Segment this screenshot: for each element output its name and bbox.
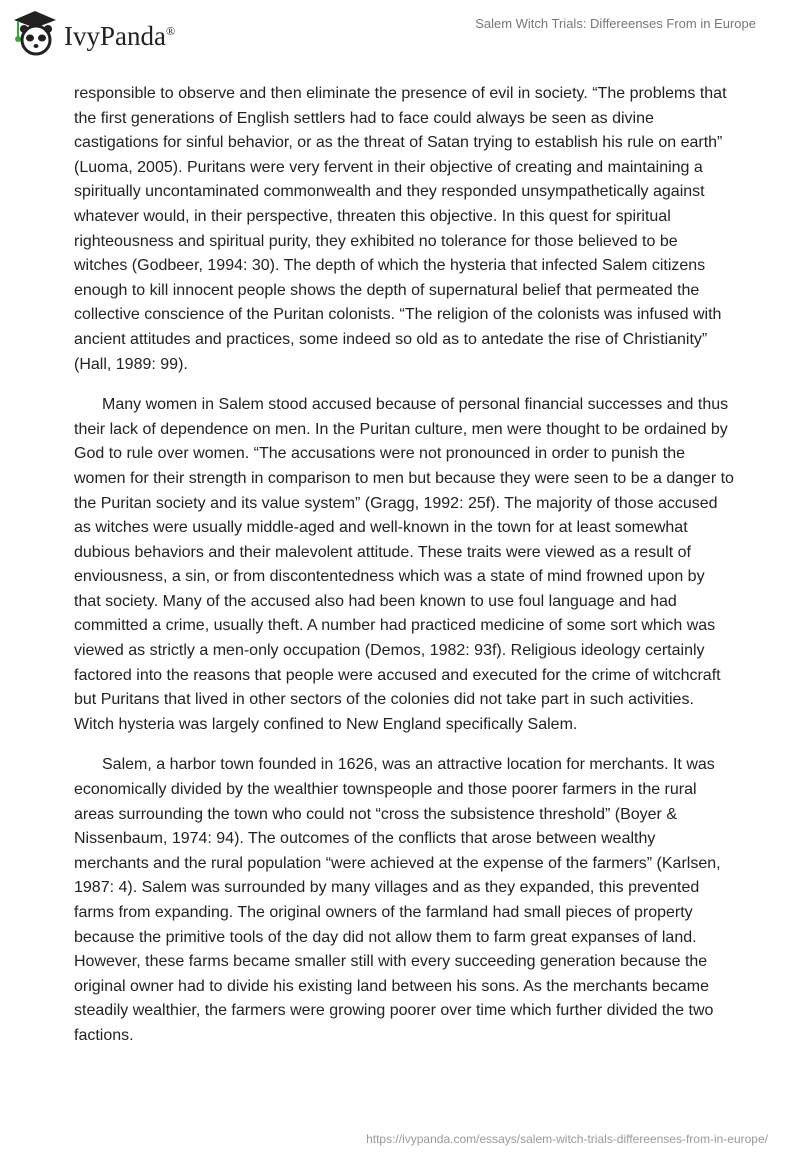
paragraph: responsible to observe and then eliminate the presence of evil in society. “The problems that the first generations of English settlers had to face could always be seen as divine castigations for sinful behavior, or as the threat of Satan trying to establish his rule on earth” (Luoma, 2005). Puritans were very fervent in their objective of creating and maintaining a spiritually uncontaminated commonwealth and they responded unsympathetically against whatever would, in their perspective, threaten this objective. In this quest for spiritual righteousness and spiritual purity, they exhibited no tolerance for those believed to be witches (Godbeer, 1994: 30). The depth of which the hysteria that infected Salem citizens enough to kill innocent people shows the depth of supernatural belief that permeated the collective conscience of the Puritan colonists. “The religion of the colonists was infused with ancient attitudes and practices, some indeed so old as to antedate the rise of Christianity” (Hall, 1989: 99). <box>74 85 727 373</box>
document-title: Salem Witch Trials: Differeenses From in Europe <box>475 16 756 31</box>
paragraph: Salem, a harbor town founded in 1626, was an attractive location for merchants. It was economically divided by the wealthier townspeople and those poorer farmers in the rural areas surrounding the town who could not “cross the subsistence threshold” (Boyer & Nissenbaum, 1974: 94). The outcomes of the conflicts that arose between wealthy merchants and the rural population “were achieved at the expense of the farmers” (Karlsen, 1987: 4). Salem was surrounded by many villages and as they expanded, this prevented farms from expanding. The original owners of the farmland had small pieces of property because the primitive tools of the day did not allow them to farm great expanses of land. However, these farms became smaller still with every succeeding generation because the original owner had to divide his existing land between his sons. As the merchants became steadily wealthier, the farmers were growing poorer over time which further divided the two factions. <box>74 756 721 1044</box>
brand-name: IvyPanda® <box>64 20 176 51</box>
paragraph: Many women in Salem stood accused because of personal financial successes and thus their lack of dependence on men. In the Puritan culture, men were thought to be ordained by God to rule over women. “The accusations were not pronounced in order to punish the women for their strength in comparison to men but because they were seen to be a danger to the Puritan society and its value system” (Gragg, 1992: 25f). The majority of those accused as witches were usually middle-aged and well-known in the town for at least somewhat dubious behaviors and their malevolent attitude. These traits were viewed as a result of enviousness, a sin, or from discontentedness which was a state of mind frowned upon by that society. Many of the accused also had been known to use foul language and had committed a crime, usually theft. A number had practiced medicine of some sort which was viewed as strictly a men-only occupation (Demos, 1982: 93f). Religious ideology certainly factored into the reasons that people were accused and executed for the crime of witchcraft but Puritans that lived in other sectors of the colonies did not take part in such activities. Witch hysteria was largely confined to New England specifically Salem. <box>74 396 734 733</box>
panda-graduate-icon <box>12 8 58 56</box>
ivypanda-logo[interactable] <box>12 8 175 56</box>
essay-body <box>74 82 734 1065</box>
source-url[interactable]: https://ivypanda.com/essays/salem-witch-trials-differeenses-from-in-europe/ <box>366 1132 768 1146</box>
